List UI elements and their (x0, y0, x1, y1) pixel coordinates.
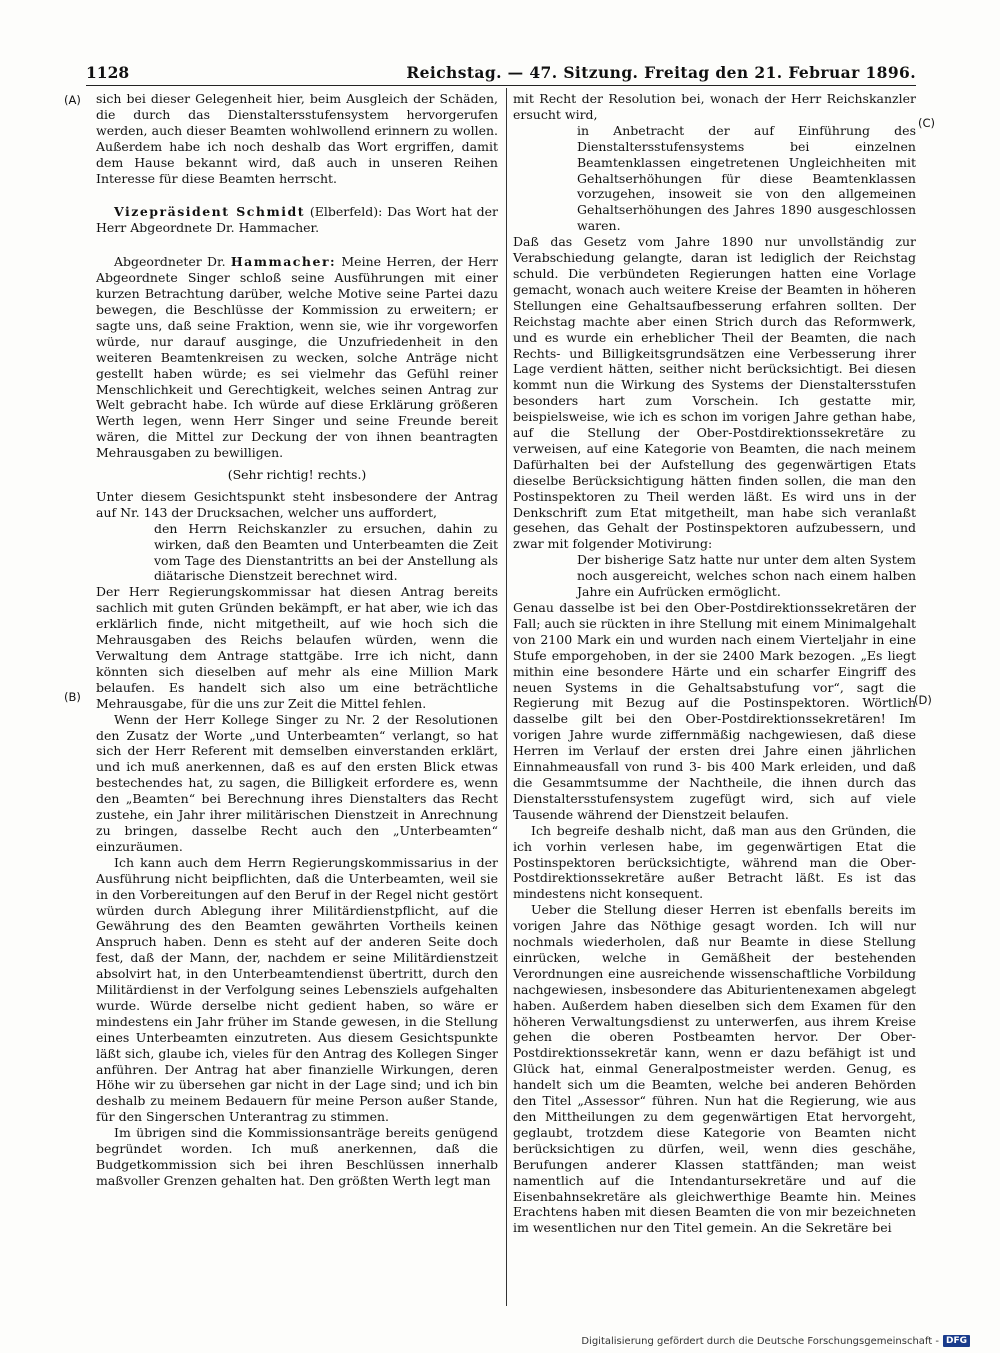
speaker-prefix: Abgeordneter Dr. (114, 254, 231, 270)
paragraph: Genau dasselbe ist bei den Ober-Postdirektionssekretären der Fall; auch sie rückten in ihre Stellung mit einem Minimalgehalt von 2100 Mark ein und wurden nach einem Vierteljahr in eine Stufe emporgehoben, in der sie 2400 Mark bezogen. „Es liegt mithin eine besondere Härte und ein scharfer Eingriff des neuen Systems in die Gehaltsabstufung vor“, sagt die Regierung mit Bezug auf die Postinspektoren. Wörtlich dasselbe gilt bei den Ober-Postdirektionssekretären! Im vorigen Jahre wurde ziffernmäßig nachgewiesen, daß diese Herren im Verlauf der ersten drei Jahre einen jährlichen Einnahmeausfall von rund 3- bis 400 Mark erleiden, und daß die Gesammtsumme der Nachtheile, die ihnen durch das Dienstaltersstufensystem zugefügt wird, sich auf viele Tausende während der Dienstzeit belaufen. (513, 600, 916, 822)
dfg-logo: DFG (943, 1335, 970, 1347)
paragraph: Ueber die Stellung dieser Herren ist ebenfalls bereits im vorigen Jahre das Nöthige gesagt worden. Ich will nur nochmals wiederholen, daß nur Beamte in diese Stellung einrücken, welche in Gemäßheit der bestehenden Verordnungen eine ausreichende wissenschaftliche Vorbildung nachgewiesen, insbesondere das Abiturientenexamen abgelegt haben. Außerdem haben dieselben sich dem Examen für den höheren Verwaltungsdienst zu unterwerfen, aus ihrem Kreise gehen die oberen Postbeamten hervor. Der Ober-Postdirektionssekretär kann, wenn er dazu befähigt ist und Glück hat, einmal Generalpostmeister werden. Genug, es handelt sich um die Beamten, welche bei anderen Behörden den Titel „Assessor“ führen. Nun hat die Regierung, wie aus den Mittheilungen zu dem gegenwärtigen Etat hervorgeht, geglaubt, trotzdem diese Kategorie von Beamten nicht berücksichtigen zu dürfen, weil, wenn dies geschähe, Berufungen anderer Klassen stattfänden; man weist namentlich auf die Intendantursekretäre und auf die Eisenbahnsekretäre als gleichwerthige Beamte hin. Meines Erachtens haben mit diesen Beamten die von mir bezeichneten im wesentlichen nur den Titel gemein. An die Sekretäre bei (513, 902, 916, 1236)
quoted-motion: den Herrn Reichskanzler zu ersuchen, dahin zu wirken, daß den Beamten und Unterbeamten die Zeit vom Tage des Dienstantritts an bei der Anstellung als diätarische Dienstzeit berechnet wird. (154, 520, 498, 584)
paragraph: Im übrigen sind die Kommissionsanträge bereits genügend begründet worden. Ich muß anerkennen, daß die Budgetkommission sich bei ihren Beschlüssen innerhalb maßvoller Grenzen gehalten hat. Den größten Werth legt man (96, 1125, 498, 1188)
header-rule (86, 85, 916, 86)
column-divider (506, 88, 507, 1306)
right-column (513, 91, 916, 1236)
speaker-name: Vizepräsident Schmidt (114, 204, 305, 220)
paragraph: Der Herr Regierungskommissar hat diesen Antrag bereits sachlich mit guten Gründen bekämpft, er hat aber, wie ich das erklärlich finde, nicht mitgetheilt, auf wie hoch sich die Mehrausgaben des Reichs belaufen würden, wenn die Verwaltung dem Antrage stattgäbe. Irre ich nicht, dann könnten sich dieselben auf mehr als eine Million Mark belaufen. Es handelt sich also um eine beträchtliche Mehrausgabe, für die uns zur Zeit die Mittel fehlen. (96, 584, 498, 711)
paragraph: mit Recht der Resolution bei, wonach der Herr Reichskanzler ersucht wird, (513, 91, 916, 122)
credit-text: Digitalisierung gefördert durch die Deutsche Forschungsgemeinschaft - (581, 1335, 939, 1347)
speaker-name: Hammacher: (230, 254, 337, 270)
paragraph: Ich kann auch dem Herrn Regierungskommissarius in der Ausführung nicht beipflichten, daß die Unterbeamten, weil sie in den Vorbereitungen auf den Beruf in der Regel nicht gestört würden durch Ablegung ihrer Militärdienstpflicht, auf die Gewährung des den Beamten gewährten Vortheils keinen Anspruch haben. Denn es steht auf der anderen Seite doch fest, daß der Mann, der, nachdem er seine Militärdienstzeit absolvirt hat, in den Unterbeamtendienst übertritt, durch den Militärdienst in der Verfolgung seines Lebensziels aufgehalten wurde. Würde derselbe nicht gedient haben, so wäre er mindestens ein Jahr früher im Stande gewesen, in die Stellung eines Unterbeamten einzutreten. Aus diesem Gesichtspunkte läßt sich, glaube ich, vieles für den Antrag des Kollegen Singer anführen. Der Antrag hat aber finanzielle Wirkungen, deren Höhe wir zu übersehen gar nicht in der Lage sind; und ich bin deshalb zu meinem Bedauern für meine Person außer Stande, für den Singerschen Unterantrag zu stimmen. (96, 854, 498, 1125)
margin-marker-d: (D) (914, 693, 932, 707)
page-number: 1128 (86, 63, 130, 82)
speaker-paragraph (96, 254, 498, 461)
quoted-resolution: in Anbetracht der auf Einführung des Dienstaltersstufensystems bei einzelnen Beamtenklassen eingetretenen Ungleichheiten mit Gehaltserhöhungen für diese Beamtenklassen vorzugehen, insoweit sie von den allgemeinen Gehaltserhöhungen des Jahres 1890 ausgeschlossen waren. (577, 122, 916, 234)
margin-marker-b: (B) (64, 690, 81, 704)
page-header (86, 62, 916, 84)
left-column (96, 91, 498, 1189)
paragraph: Unter diesem Gesichtspunkt steht insbesondere der Antrag auf Nr. 143 der Drucksachen, welcher uns auffordert, (96, 488, 498, 520)
paragraph: Ich begreife deshalb nicht, daß man aus den Gründen, die ich vorhin verlesen habe, im gegenwärtigen Etat die Postinspektoren berücksichtigte, während man die Ober-Postdirektionssekretäre außer Betracht läßt. Es ist das mindestens nicht konsequent. (513, 822, 916, 902)
margin-marker-a: (A) (64, 93, 81, 107)
page-title: Reichstag. — 47. Sitzung. Freitag den 21. Februar 1896. (406, 63, 916, 82)
paragraph: Daß das Gesetz vom Jahre 1890 nur unvollständig zur Verabschiedung gelangte, daran ist lediglich der Reichstag schuld. Die verbündeten Regierungen hatten eine Vorlage gemacht, wonach auch weitere Kreise der Beamten in höheren Stellungen eine Gehaltsaufbesserung erfahren sollten. Der Reichstag machte aber einen Strich durch das Reformwerk, und es wurde ein erheblicher Theil der Beamten, die nach Rechts- und Billigkeitsgrundsätzen eine Verbesserung ihrer Lage verdient hätten, seither nicht berücksichtigt. Bei diesen kommt nun die Wirkung des Systems der Dienstaltersstufen besonders hart zum Vorschein. Ich gestatte mir, beispielsweise, wie ich es schon im vorigen Jahre gethan habe, auf die Stellung der Ober-Postdirektionssekretäre zu verweisen, auf eine Kategorie von Beamten, die nach meinem Dafürhalten bei der Aufstellung des gegenwärtigen Etats dieselbe Berücksichtigung hätten finden sollen, die man den Postinspektoren zu Theil werden läßt. Es wird uns in der Denkschrift zum Etat mitgetheilt, man habe sich veranlaßt gesehen, das Gehalt der Postinspektoren aufzubessern, und zwar mit folgender Motivirung: (513, 234, 916, 552)
paragraph: Wenn der Herr Kollege Singer zu Nr. 2 der Resolutionen den Zusatz der Worte „und Unterbeamten“ verlangt, so hat sich der Herr Referent mit demselben einverstanden erklärt, und ich muß anerkennen, daß es auf den ersten Blick etwas bestechendes hat, zu sagen, die Billigkeit erfordere es, wenn den „Beamten“ bei Berechnung ihres Dienstalters das Recht zustehe, ein Jahr ihrer militärischen Dienstzeit in Anrechnung zu bringen, dasselbe Recht auch den „Unterbeamten“ einzuräumen. (96, 711, 498, 854)
speaker-paragraph (96, 204, 498, 236)
quoted-motivation: Der bisherige Satz hatte nur unter dem alten System noch ausgereicht, welches schon nach einem halben Jahre ein Aufrücken ermöglicht. (577, 552, 916, 600)
interjection: (Sehr richtig! rechts.) (227, 467, 367, 483)
digitization-credit (581, 1335, 970, 1347)
paragraph-text: (Elberfeld): Das Wort hat der Herr Abgeordnete Dr. Hammacher. (96, 204, 498, 236)
paragraph-text: Meine Herren, der Herr Abgeordnete Singer schloß seine Ausführungen mit einer kurzen Betrachtung darüber, welche Motive seine Partei dazu bewegen, die Beschlüsse der Kommission zu erweitern; er sagte uns, daß seine Fraktion, wenn sie, wie ihr vorgeworfen würde, nur darauf ausginge, die Unzufriedenheit in den weiteren Beamtenkreisen zu wecken, solche Anträge nicht gestellt haben würde; es sei vielmehr das Gefühl reiner Menschlichkeit und Gerechtigkeit, welches seinen Antrag zur Welt gebracht habe. Ich würde auf diese Erklärung größeren Werth legen, wenn Herr Singer und seine Freunde bereit wären, die Mittel zur Deckung der von ihnen beantragten Mehrausgaben zu bewilligen. (96, 254, 498, 461)
paragraph: sich bei dieser Gelegenheit hier, beim Ausgleich der Schäden, die durch das Dienstaltersstufensystem hervorgerufen werden, auch dieser Beamten wohlwollend erinnern zu wollen. Außerdem habe ich noch deshalb das Wort ergriffen, damit dem Hause bekannt wird, daß auch in unseren Reihen Interesse für diese Beamten herrscht. (96, 91, 498, 186)
margin-marker-c: (C) (918, 116, 936, 130)
